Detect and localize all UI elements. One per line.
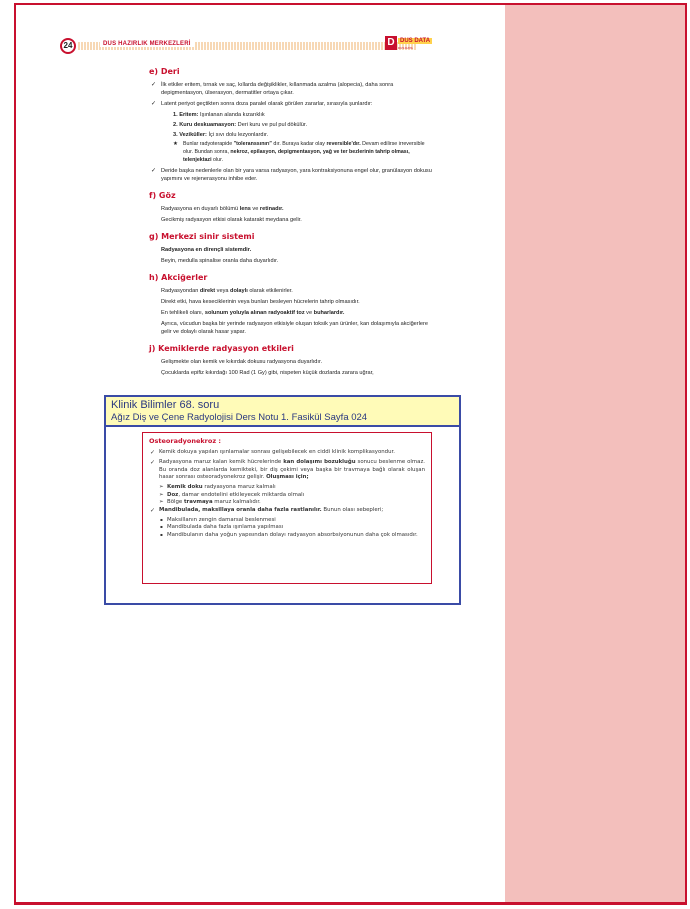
side-panel [505,3,687,905]
overlay-title: Klinik Bilimler 68. soru [111,399,220,411]
section-heading-mss: g) Merkezi sinir sistemi [149,232,255,242]
paragraph: Radyasyondan direkt veya dolaylı olarak etkilenirler. [161,287,293,294]
numbered-item: 1. Eritem: Işınlanan alanda kızarıklık [173,111,265,118]
overlay-header [106,397,459,427]
question-overlay [104,395,461,605]
paragraph: Radyasyona en dirençli sistemdir. [161,246,252,253]
osteoradionecrosis-note [142,432,432,584]
paragraph: Gelişmekte olan kemik ve kıkırdak dokusu radyasyona duyarlıdır. [161,358,323,365]
logo-text: DUS DATA [400,38,431,44]
dus-data-logo [385,36,433,52]
paragraph: Ayrıca, vücudun başka bir yerinde radyasyon etkisiyle oluşan toksik yan ürünler, kan dolaşımıyla akciğerlere gelir ve dolaylı olarak hasar yapar. [161,321,428,336]
note-subitem: ➢ Kemik doku radyasyona maruz kalmalı [149,484,425,492]
paragraph: Radyasyona en duyarlı bölümü lens ve retinadır. [161,206,284,213]
section-heading-akciger: h) Akciğerler [149,273,208,283]
numbered-item: 2. Kuru deskuamasyon: Deri kuru ve pul pul dökülür. [173,122,308,129]
list-item: ✓ Latent periyot geçtikten sonra doza paralel olarak görülen zararlar, sırasıyla şunlardır: [149,100,433,108]
page-number: 24 [60,38,76,54]
main-content [149,66,433,380]
overlay-subtitle: Ağız Diş ve Çene Radyolojisi Ders Notu 1. Fasikül Sayfa 024 [111,412,368,423]
note-bullet: ▪ Mandibulada daha fazla ışınlama yapılması [149,524,425,532]
note-heading: Osteoradyonekroz : [149,437,221,445]
logo-sub: DUS DATA [398,46,413,50]
paragraph: Beyin, medulla spinalise oranla daha duyarlıdır. [161,258,279,264]
note-bullet: ▪ Mandibulanın daha yoğun yapısından dolayı radyasyon absorbsiyonunun daha çok olmasıdır. [149,532,425,540]
section-heading-kemik: j) Kemiklerde radyasyon etkileri [149,344,294,354]
header-title: DUS HAZIRLIK MERKEZLERİ [100,41,194,47]
note-item: ✓ Mandibulada, maksillaya oranla daha fazla rastlanılır. Bunun olası sebepleri; [149,507,425,515]
note-subitem: ➢ Bölge travmaya maruz kalmalıdır. [149,499,425,507]
paragraph: En tehlikeli olanı, solunum yoluyla alınan radyoaktif toz ve buharlardır. [161,309,345,316]
page-header [60,38,432,56]
note-subitem: ➢ Doz, damar endotelini etkileyecek miktarda olmalı [149,492,425,500]
numbered-item: 3. Veziküller: İçi sıvı dolu lezyonlardır. [173,132,269,139]
star-note: ★ Bunlar radyoterapide "toleranssınırı" dır. Buraya kadar olay reversible'dır. Devam edilirse irreversible olur. Bundan sonra, nekroz, epilasyon, depigmentasyon, yağ ve ter bezlerinin tahrip olması, telenjektazi olur. [149,141,433,164]
section-heading-deri: e) Deri [149,67,180,76]
note-item: ✓ Kemik dokuya yapılan ışınlamalar sonrası gelişebilecek en ciddi klinik komplikasyondur. [149,449,425,457]
section-heading-goz: f) Göz [149,191,176,201]
note-bullet: ▪ Maksillanın zengin damarsal beslenmesi [149,517,425,525]
paragraph: Direkt etki, hava keseciklerinin veya bunları besleyen hücrelerin tahrip olmasıdır. [161,298,360,305]
list-item: ✓ İlk etkiler eritem, tırnak ve saç, kıllarda değişiklikler, kıllanmada azalma (alopecia), daha sonra depigmentasyon, ülserasyon, dermatitler ortaya çıkar. [149,81,433,97]
paragraph: Çocuklarda epifiz kıkırdağı 100 Rad (1 Gy) gibi, nispeten küçük dozlarda zarara uğrar, [161,369,374,376]
paragraph: Gecikmiş radyasyon etkisi olarak katarakt meydana gelir. [161,217,302,224]
note-item: ✓ Radyasyona maruz kalan kemik hücrelerinde kan dolaşımı bozukluğu sonucu beslenme olmaz. Bu oranda doz alanlarda kemikteki, bir diş çekimi veya başka bir travmaya bağlı olarak oluşan hasar sonrası osteoradyonekroz gelişir. Oluşması için; [149,459,425,482]
logo-letter: D [385,36,397,50]
list-item: ✓ Deride başka nedenlerle olan bir yara varsa radyasyon, yara kontraksiyonuna engel olur, granülasyon dokusu yapımını ve rejenerasyonu inhibe eder. [149,167,433,183]
